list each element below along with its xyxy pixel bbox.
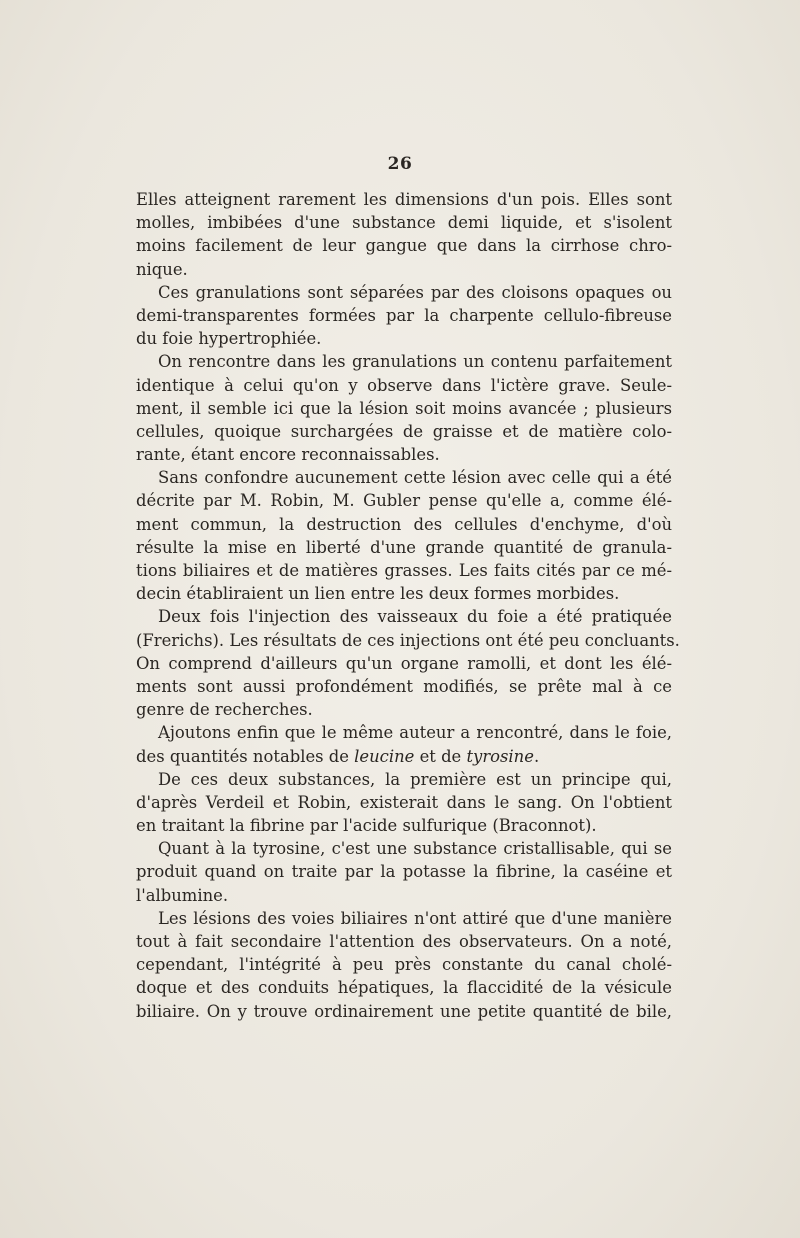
text-line: On rencontre dans les granulations un contenu parfaitement [158,352,672,372]
text-line: Quant à la tyrosine, c'est une substance cristallisable, qui se [158,839,672,859]
text-line: De ces deux substances, la première est un principe qui, [158,769,672,789]
text-line: décrite par M. Robin, M. Gubler pense qu'elle a, comme élé- [136,491,672,511]
text-line: demi-transparentes formées par la charpente cellulo-fibreuse [136,305,672,325]
text-line: doque et des conduits hépatiques, la flaccidité de la vésicule [136,978,672,998]
text-line: produit quand on traite par la potasse la fibrine, la caséine et [136,862,672,882]
text-run: . [533,746,540,766]
text-line: identique à celui qu'on y observe dans l'ictère grave. Seule- [136,375,672,395]
text-line: d'après Verdeil et Robin, existerait dans le sang. On l'obtient [136,792,672,812]
text-line: cependant, l'intégrité à peu près constante du canal cholé- [136,955,672,975]
text-line: ments sont aussi profondément modifiés, se prête mal à ce [136,676,672,696]
text-line: du foie hypertrophiée. [136,329,322,349]
text-line: Ajoutons enfin que le même auteur a rencontré, dans le foie, [158,723,672,743]
text-line: en traitant la fibrine par l'acide sulfurique (Braconnot). [136,816,597,836]
text-line: Ces granulations sont séparées par des cloisons opaques ou [158,282,672,302]
page-number: 26 [387,154,413,174]
text-run: des quantités notables de [136,746,355,766]
body-text [136,188,680,1023]
text-line: tout à fait secondaire l'attention des observateurs. On a noté, [136,932,672,951]
text-line: genre de recherches. [136,700,313,720]
text-line: cellules, quoique surchargées de graisse et de matière colo- [136,421,672,441]
text-line: moins facilement de leur gangue que dans la cirrhose chro- [136,236,672,256]
text-line [136,745,672,768]
text-line: Sans confondre aucunement cette lésion avec celle qui a été [158,468,672,488]
text-line: rante, étant encore reconnaissables. [136,445,440,465]
text-line: Deux fois l'injection des vaisseaux du foie a été pratiquée [158,607,672,627]
text-line: biliaire. On y trouve ordinairement une petite quantité de bile, [136,1001,672,1021]
text-line: résulte la mise en liberté d'une grande quantité de granula- [136,537,672,557]
text-line: nique. [136,259,188,279]
text-line: ment commun, la destruction des cellules d'enchyme, d'où [136,514,672,534]
text-run: et de [414,746,467,766]
text-line: decin établiraient un lien entre les deux formes morbides. [136,584,620,604]
text-line: molles, imbibées d'une substance demi liquide, et s'isolent [136,213,672,233]
text-line: Elles atteignent rarement les dimensions d'un pois. Elles sont [136,190,672,209]
text-line: ment, il semble ici que la lésion soit moins avancée ; plusieurs [136,398,672,418]
text-line: On comprend d'ailleurs qu'un organe ramolli, et dont les élé- [136,653,672,673]
text-line: tions biliaires et de matières grasses. Les faits cités par ce mé- [136,561,672,580]
text-line: (Frerichs). Les résultats de ces injections ont été peu concluants. [136,630,680,650]
italic-term-leucine: leucine [354,746,415,766]
text-line: l'albumine. [136,885,229,905]
italic-term-tyrosine: tyrosine [466,746,534,766]
text-line: Les lésions des voies biliaires n'ont attiré que d'une manière [158,908,672,928]
